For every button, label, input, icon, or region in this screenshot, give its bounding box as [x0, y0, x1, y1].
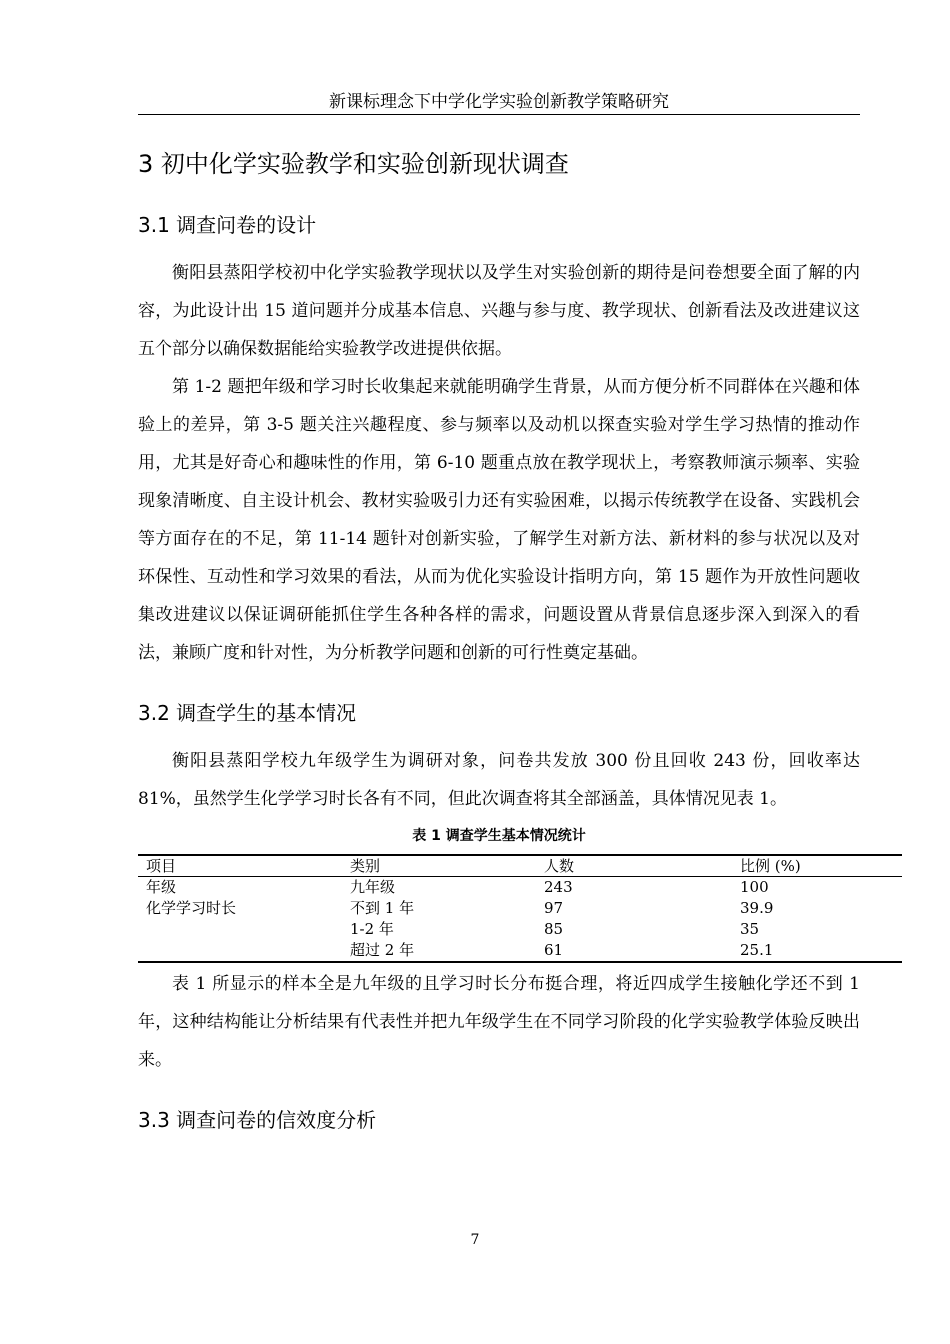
table-cell: 九年级 — [350, 878, 396, 896]
table-cell: 超过 2 年 — [342, 940, 536, 962]
table-header-cell: 项目 — [138, 855, 342, 877]
table-header-cell: 比例 (%) — [732, 855, 902, 877]
table-cell: 25.1 — [732, 940, 902, 962]
table-cell — [138, 940, 342, 962]
table-cell: 97 — [544, 899, 564, 917]
student-info-table — [138, 854, 902, 963]
table-cell: 化学学习时长 — [146, 899, 237, 917]
table-header-row — [138, 855, 902, 877]
section-3-2-paragraph: 衡阳县蒸阳学校九年级学生为调研对象，问卷共发放 300 份且回收 243 份，回收率达 81%，虽然学生化学学习时长各有不同，但此次调查将其全部涵盖，具体情况见表 1。 — [138, 751, 860, 809]
table-row — [138, 877, 902, 899]
table-row — [138, 940, 902, 962]
table-cell: 不到 1 年 — [350, 899, 415, 917]
table-cell: 100 — [740, 878, 769, 896]
table-cell: 243 — [544, 878, 573, 896]
section-3-1-title: 3.1 调查问卷的设计 — [138, 213, 317, 237]
table-row — [138, 919, 902, 940]
section-3-1-paragraph-1: 衡阳县蒸阳学校初中化学实验教学现状以及学生对实验创新的期待是问卷想要全面了解的内容，为此设计出 15 道问题并分成基本信息、兴趣与参与度、教学现状、创新看法及改进建议这五个部分以确保数据能给实验教学改进提供依据。 — [138, 263, 860, 359]
table-cell: 1-2 年 — [350, 920, 394, 938]
section-3-2-title: 3.2 调查学生的基本情况 — [138, 701, 357, 725]
page-content — [138, 140, 860, 1149]
table-row — [138, 898, 902, 919]
table-header-cell: 人数 — [536, 855, 732, 877]
page-number: 7 — [470, 1232, 480, 1248]
table-cell: 85 — [544, 920, 564, 938]
section-3-3-title: 3.3 调查问卷的信效度分析 — [138, 1108, 377, 1132]
table-cell: 年级 — [146, 878, 177, 896]
table-caption: 表 1 调查学生基本情况统计 — [412, 828, 586, 844]
table-cell: 39.9 — [740, 899, 774, 917]
table-header-cell: 类别 — [342, 855, 536, 877]
table-cell — [138, 919, 342, 940]
table-cell: 35 — [740, 920, 760, 938]
table-discussion-paragraph: 表 1 所显示的样本全是九年级的且学习时长分布挺合理，将近四成学生接触化学还不到 1 年，这种结构能让分析结果有代表性并把九年级学生在不同学习阶段的化学实验教学体验反映出来。 — [138, 974, 860, 1070]
header-rule — [138, 114, 860, 115]
chapter-title: 3 初中化学实验教学和实验创新现状调查 — [138, 150, 569, 178]
section-3-1-paragraph-2: 第 1-2 题把年级和学习时长收集起来就能明确学生背景，从而方便分析不同群体在兴趣和体验上的差异，第 3-5 题关注兴趣程度、参与频率以及动机以探查实验对学生学习热情的推动作用，尤其是好奇心和趣味性的作用，第 6-10 题重点放在教学现状上，考察教师演示频率、实验现象清晰度、自主设计机会、教材实验吸引力还有实验困难，以揭示传统教学在设备、实践机会等方面存在的不足，第 11-14 题针对创新实验，了解学生对新方法、新材料的参与状况以及对环保性、互动性和学习效果的看法，从而为优化实验设计指明方向，第 15 题作为开放性问题收集改进建议以保证调研能抓住学生各种各样的需求，问题设置从背景信息逐步深入到深入的看法，兼顾广度和针对性，为分析教学问题和创新的可行性奠定基础。 — [138, 377, 860, 663]
running-header: 新课标理念下中学化学实验创新教学策略研究 — [329, 92, 669, 112]
table-cell: 61 — [536, 940, 732, 962]
